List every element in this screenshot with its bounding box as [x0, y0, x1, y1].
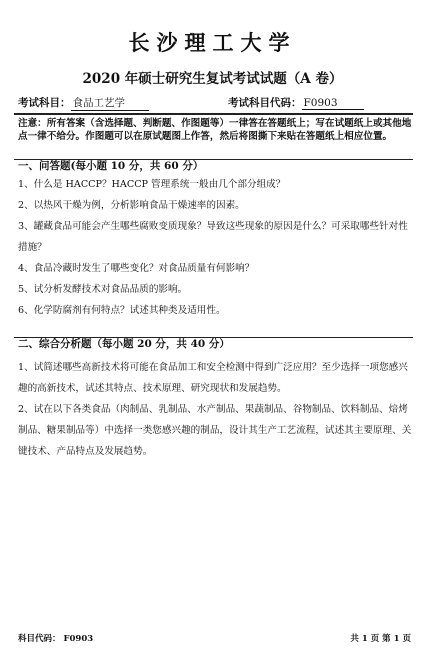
question-1-1: 1、什么是 HACCP？HACCP 管理系统一般由几个部分组成？ [18, 179, 286, 190]
question-1-6: 6、化学防腐剂有何特点？试述其种类及适用性。 [18, 305, 226, 316]
question-1-3: 3、罐藏食品可能会产生哪些腐败变质现象？导致这些现象的原因是什么？可采取哪些针对性措施？ [18, 221, 408, 253]
exam-title: 2020 年硕士研究生复试考试试题（A 卷） [82, 71, 343, 87]
university-name: 长沙理工大学 [128, 31, 297, 55]
question-1-4: 4、食品冷藏时发生了哪些变化？对食品质量有何影响？ [18, 263, 255, 274]
question-2-1: 1、试简述哪些高新技术将可能在食品加工和安全检测中得到广泛应用？至少选择一项您感兴趣的高新技术，试述其特点、技术原理、研究现状和发展趋势。 [18, 362, 408, 394]
section-2-title: 二、综合分析题（每小题 20 分，共 40 分） [18, 338, 230, 350]
subject-field [18, 95, 149, 111]
question-1-5: 5、试分析发酵技术对食品品质的影响。 [18, 284, 188, 295]
subject-label: 考试科目： [18, 97, 71, 109]
subject-code-field [228, 95, 364, 110]
question-1-2: 2、以热风干燥为例，分析影响食品干燥速率的因素。 [18, 200, 245, 211]
header-divider [14, 113, 413, 115]
footer-subject-code: 科目代码： F0903 [18, 634, 94, 644]
footer-page-count: 共 1 页 第 1 页 [350, 634, 411, 644]
section-1-title: 一、问答题(每小题 10 分，共 60 分） [18, 160, 204, 172]
subject-code-value: F0903 [302, 97, 364, 110]
question-2-2: 2、试在以下各类食品（肉制品、乳制品、水产制品、果蔬制品、谷物制品、饮料制品、焙烤制品、糖果制品等）中选择一类您感兴趣的制品，设计其生产工艺流程，试述其主要原理、关键技术、产品特点及发展趋势。 [18, 404, 412, 457]
subject-value: 食品工艺学 [71, 95, 149, 111]
subject-code-label: 考试科目代码： [228, 97, 302, 109]
notice-text: 注意：所有答案（含选择题、判断题、作图题等）一律答在答题纸上；写在试题纸上或其他地点一律不给分。作图题可以在原试题图上作答，然后将图撕下来贴在答题纸上相应位置。 [18, 118, 412, 142]
